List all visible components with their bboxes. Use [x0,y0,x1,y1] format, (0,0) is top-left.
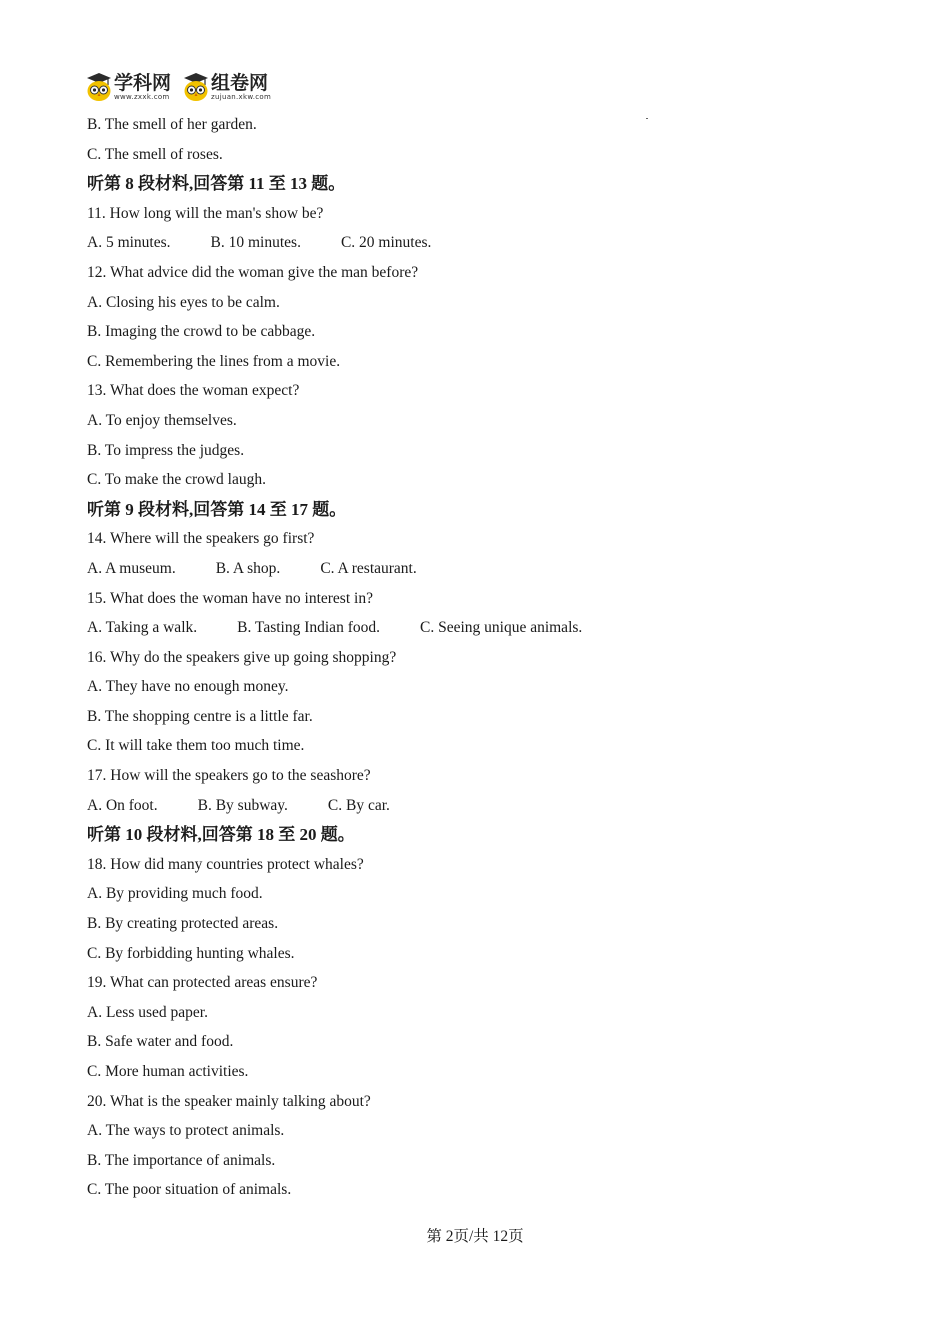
owl-mascot-icon [183,72,209,102]
text-line: 11. How long will the man's show be? [87,204,324,222]
text-line: C. By forbidding hunting whales. [87,944,295,962]
text-line: B. Safe water and food. [87,1033,234,1051]
page-number: 第 2页/共 12页 [426,1228,524,1245]
text-line: B. By creating protected areas. [87,915,279,933]
logo-name: 学科网 [114,71,172,94]
text-line: A. Closing his eyes to be calm. [87,293,280,311]
text-line: 20. What is the speaker mainly talking about? [87,1092,371,1110]
answer-option: B. By subway. [197,796,288,814]
section-heading: 听第 9 段材料,回答第 14 至 17 题。 [87,499,347,519]
question-content [87,110,887,1205]
section-heading: 听第 8 段材料,回答第 11 至 13 题。 [87,174,346,194]
text-line: B. The shopping centre is a little far. [87,707,313,725]
answer-option: B. 10 minutes. [210,234,301,252]
answer-option: A. A museum. [87,559,176,577]
text-line: A. They have no enough money. [87,678,289,696]
answer-option: A. On foot. [87,796,158,814]
answer-option: C. A restaurant. [320,559,417,577]
text-line: C. It will take them too much time. [87,737,305,755]
answer-option: C. By car. [327,796,390,814]
text-line: A. Less used paper. [87,1003,208,1021]
owl-mascot-icon [86,72,112,102]
answer-option: C. 20 minutes. [340,234,432,252]
zujuan-logo [183,72,271,102]
options-row [87,791,887,821]
section-heading: 听第 10 段材料,回答第 18 至 20 题。 [87,825,355,845]
text-line: C. The smell of roses. [87,145,223,163]
logo-name: 组卷网 [211,71,269,94]
text-line: 17. How will the speakers go to the seashore? [87,767,371,785]
options-row [87,228,887,258]
text-line: 14. Where will the speakers go first? [87,530,315,548]
text-line: B. The smell of her garden. [87,116,257,133]
text-line: 18. How did many countries protect whales? [87,855,364,873]
page-header [86,70,271,104]
text-line: C. The poor situation of animals. [87,1181,292,1199]
text-line: A. By providing much food. [87,885,263,903]
text-line: B. The importance of animals. [87,1151,276,1169]
answer-option: B. A shop. [215,559,281,577]
text-line: 13. What does the woman expect? [87,382,300,400]
logo-url: zujuan.xkw.com [211,92,272,101]
text-line: B. Imaging the crowd to be cabbage. [87,323,316,341]
answer-option: A. 5 minutes. [87,234,171,252]
answer-option: C. Seeing unique animals. [419,619,583,637]
text-line: 19. What can protected areas ensure? [87,974,318,992]
answer-option: A. Taking a walk. [87,619,198,637]
options-row [87,554,887,584]
text-line: B. To impress the judges. [87,441,245,459]
text-line: 15. What does the woman have no interest in? [87,589,373,607]
logo-url: www.zxxk.com [114,92,170,101]
text-line: A. To enjoy themselves. [87,411,237,429]
text-line: 16. Why do the speakers give up going shopping? [87,648,397,666]
zxxk-logo [86,72,171,102]
answer-option: B. Tasting Indian food. [237,619,380,637]
text-line: 12. What advice did the woman give the man before? [87,263,419,281]
text-line: A. The ways to protect animals. [87,1122,285,1140]
options-row [87,613,887,643]
text-line: C. To make the crowd laugh. [87,471,266,489]
text-line: C. More human activities. [87,1063,249,1080]
text-line: C. Remembering the lines from a movie. [87,352,341,370]
